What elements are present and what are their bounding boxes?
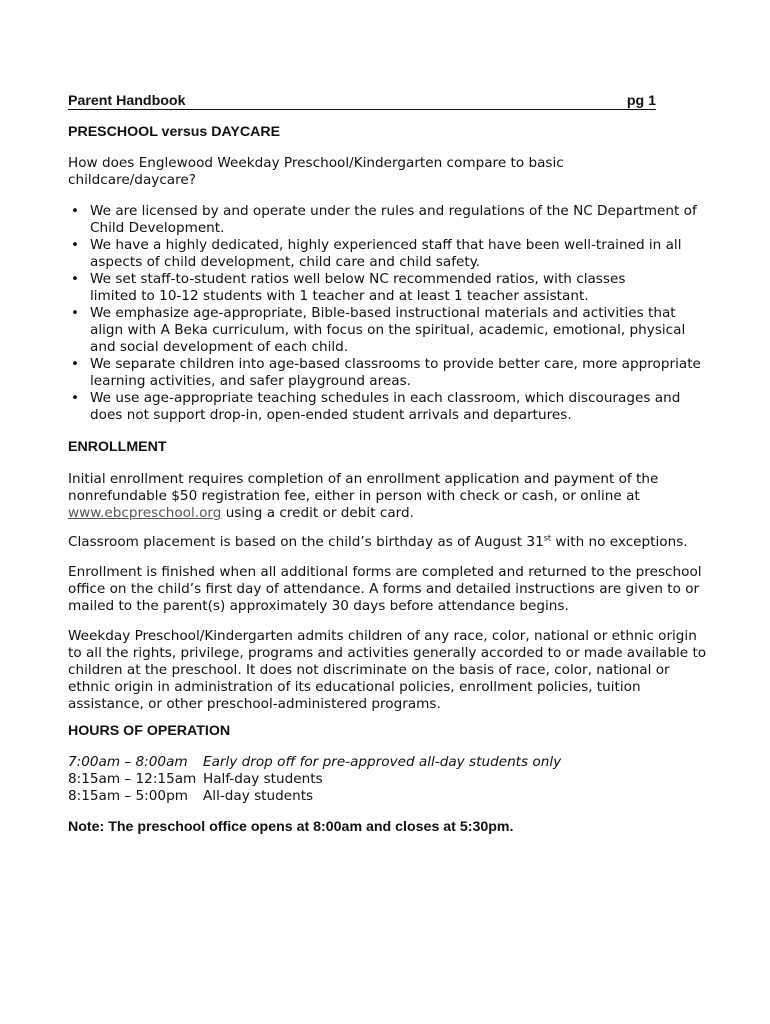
list-item: • We emphasize age-appropriate, Bible-based instructional materials and activities that align with A Beka curriculum, with focus on the spiritual, academic, emotional, physical and social development of each child.: [71, 305, 686, 355]
enrollment-paragraph-2: Classroom placement is based on the child’s birthday as of August 31st with no exceptions.: [68, 533, 688, 550]
bullet-icon: •: [71, 203, 80, 219]
list-item: • We separate children into age-based classrooms to provide better care, more appropriate learning activities, and safer playground areas.: [71, 356, 701, 389]
bullet-icon: •: [71, 237, 80, 253]
intro-question: How does Englewood Weekday Preschool/Kindergarten compare to basic childcare/daycare?: [68, 155, 564, 188]
website-link[interactable]: www.ebcpreschool.org: [68, 505, 222, 521]
list-item: • We use age-appropriate teaching schedules in each classroom, which discourages and does not support drop-in, open-ended student arrivals and departures.: [71, 390, 681, 423]
document-page: [68, 93, 708, 836]
list-item: • We are licensed by and operate under the rules and regulations of the NC Department of Child Development.: [71, 203, 697, 236]
hours-row: 7:00am – 8:00am Early drop off for pre-approved all-day students only: [68, 754, 562, 770]
bullet-icon: •: [71, 390, 80, 406]
office-hours-note: Note: The preschool office opens at 8:00am and closes at 5:30pm.: [68, 819, 514, 835]
comparison-list: [68, 203, 708, 424]
section-heading-preschool-vs-daycare: PRESCHOOL versus DAYCARE: [68, 124, 281, 140]
hours-row: 8:15am – 5:00pm All-day students: [68, 788, 314, 804]
list-item: • We have a highly dedicated, highly experienced staff that have been well-trained in all aspects of child development, child care and child safety.: [71, 237, 682, 270]
bullet-icon: •: [71, 305, 80, 321]
hours-table: [68, 754, 708, 805]
enrollment-paragraph-1: Initial enrollment requires completion of an enrollment application and payment of the nonrefundable $50 registration fee, either in person with check or cash, or online at www.ebcpreschool.org using a credit or debit card.: [68, 471, 659, 521]
nondiscrimination-paragraph: Weekday Preschool/Kindergarten admits children of any race, color, national or ethnic origin to all the rights, privilege, programs and activities generally accorded to or made available to children at the preschool. It does not discriminate on the basis of race, color, national or ethnic origin in administration of its educational policies, enrollment policies, tuition assistance, or other preschool-administered programs.: [68, 628, 707, 712]
enrollment-paragraph-3: Enrollment is finished when all additional forms are completed and returned to the preschool office on the child’s first day of attendance. A forms and detailed instructions are given to or mailed to the parent(s) approximately 30 days before attendance begins.: [68, 564, 702, 614]
page-header: [68, 93, 656, 110]
section-heading-enrollment: ENROLLMENT: [68, 439, 167, 455]
list-item: • We set staff-to-student ratios well below NC recommended ratios, with classes limited to 10-12 students with 1 teacher and at least 1 teacher assistant.: [71, 271, 626, 304]
bullet-icon: •: [71, 271, 80, 287]
handbook-title: Parent Handbook: [68, 93, 186, 109]
hours-row: 8:15am – 12:15am Half-day students: [68, 771, 323, 787]
bullet-icon: •: [71, 356, 80, 372]
section-heading-hours: HOURS OF OPERATION: [68, 723, 231, 739]
page-number: pg 1: [626, 93, 656, 109]
